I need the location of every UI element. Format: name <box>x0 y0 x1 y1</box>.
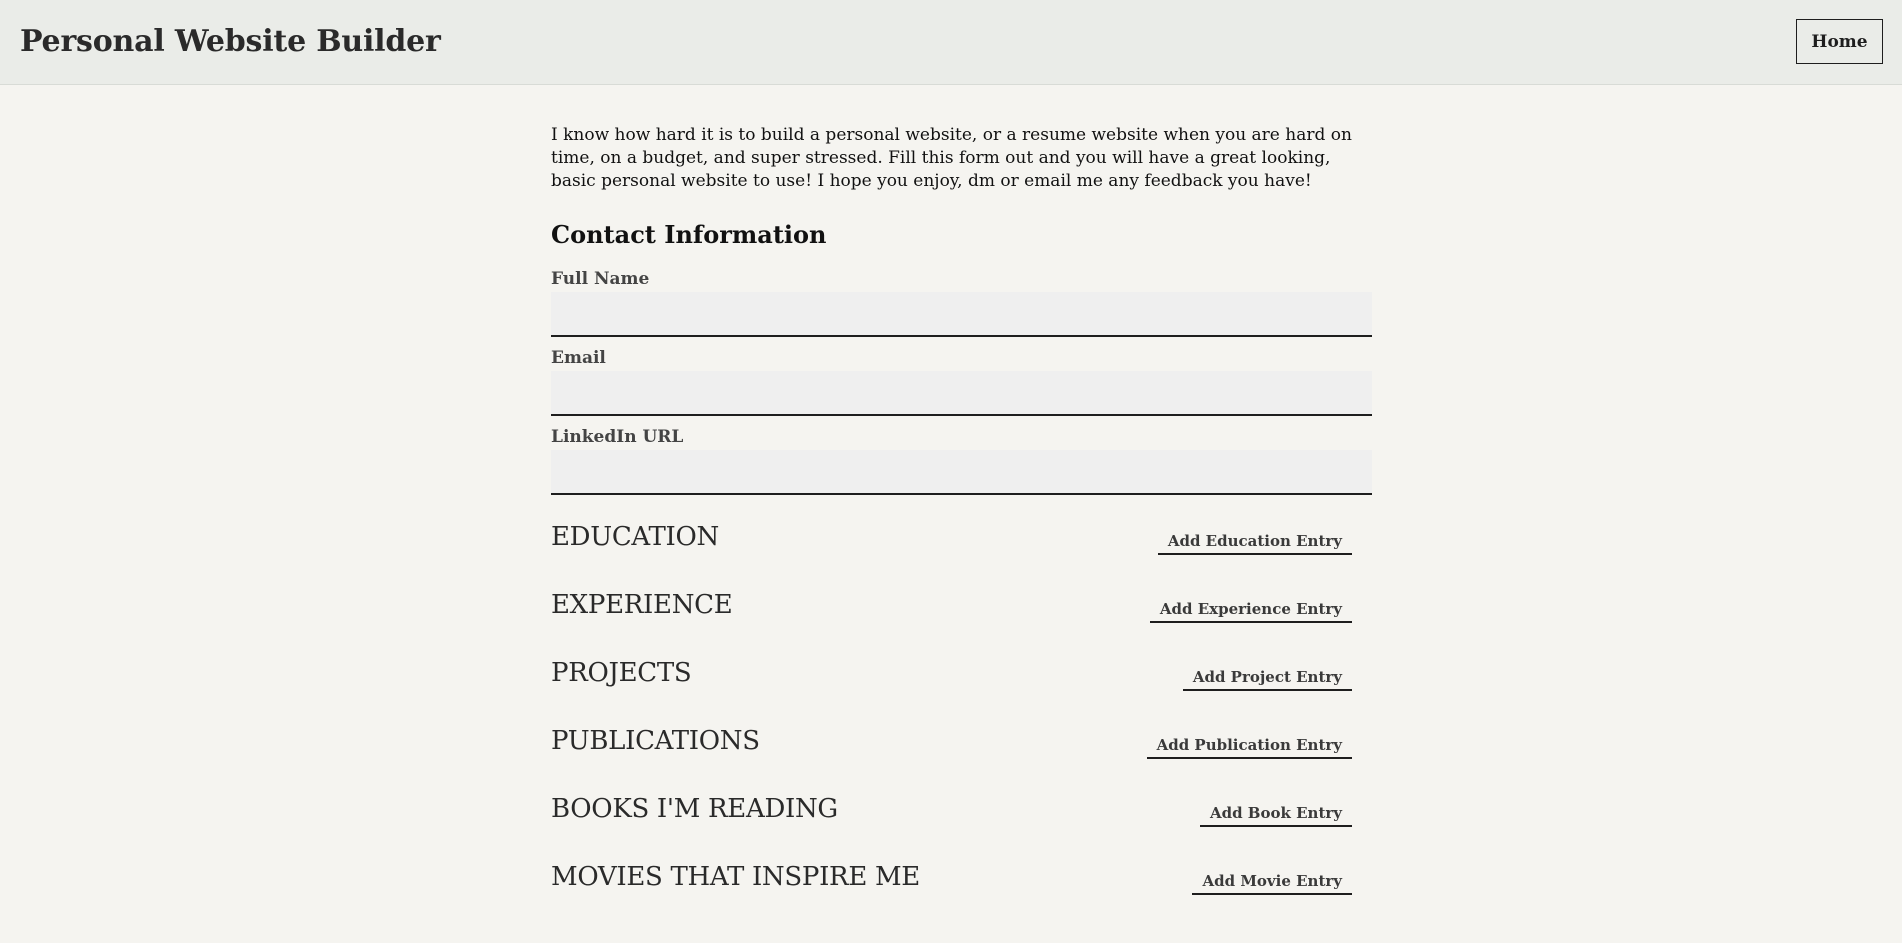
projects-heading: PROJECTS <box>551 658 692 688</box>
site-title: Personal Website Builder <box>20 24 441 59</box>
add-experience-entry-button[interactable]: Add Experience Entry <box>1150 598 1352 623</box>
email-field <box>551 348 1372 416</box>
linkedin-url-label: LinkedIn URL <box>551 427 684 447</box>
movies-section <box>551 862 1372 930</box>
home-button[interactable]: Home <box>1796 19 1883 64</box>
full-name-input[interactable] <box>551 292 1372 337</box>
books-section <box>551 794 1372 862</box>
experience-section <box>551 590 1372 658</box>
projects-section <box>551 658 1372 726</box>
movies-heading: MOVIES THAT INSPIRE ME <box>551 862 920 892</box>
add-project-entry-button[interactable]: Add Project Entry <box>1183 666 1352 691</box>
linkedin-url-field <box>551 427 1372 495</box>
email-input[interactable] <box>551 371 1372 416</box>
add-book-entry-button[interactable]: Add Book Entry <box>1200 802 1352 827</box>
education-section <box>551 522 1372 590</box>
full-name-field <box>551 269 1372 337</box>
add-publication-entry-button[interactable]: Add Publication Entry <box>1147 734 1352 759</box>
full-name-label: Full Name <box>551 269 650 289</box>
top-navbar <box>0 0 1902 85</box>
publications-heading: PUBLICATIONS <box>551 726 760 756</box>
linkedin-url-input[interactable] <box>551 450 1372 495</box>
email-label: Email <box>551 348 606 368</box>
experience-heading: EXPERIENCE <box>551 590 733 620</box>
intro-text: I know how hard it is to build a personal website, or a resume website when you are hard on time, on a budget, and super stressed. Fill this form out and you will have a great looking, basic personal website to use! I hope you enjoy, dm or email me any feedback you have! <box>551 125 1352 191</box>
add-movie-entry-button[interactable]: Add Movie Entry <box>1192 870 1352 895</box>
form-container <box>551 124 1372 930</box>
publications-section <box>551 726 1372 794</box>
contact-information-title: Contact Information <box>551 220 827 249</box>
education-heading: EDUCATION <box>551 522 719 552</box>
books-heading: BOOKS I'M READING <box>551 794 838 824</box>
entry-sections <box>551 522 1372 930</box>
add-education-entry-button[interactable]: Add Education Entry <box>1158 530 1352 555</box>
